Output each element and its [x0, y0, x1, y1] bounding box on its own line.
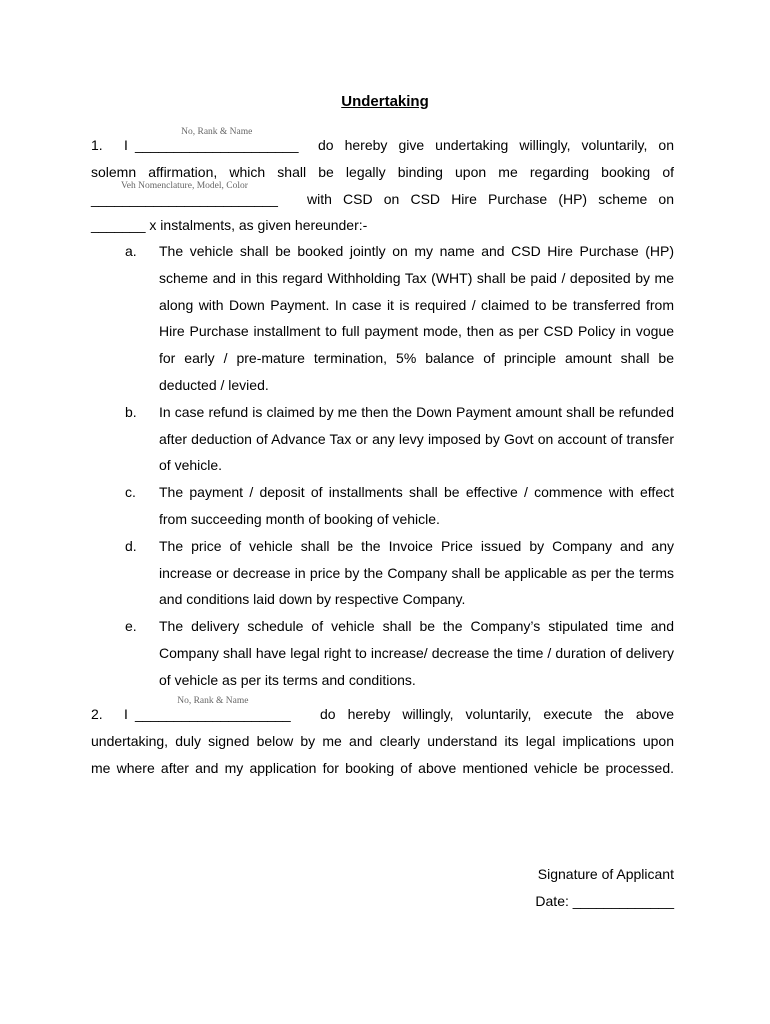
para2-pronoun: I — [124, 706, 128, 722]
item-text: In case refund is claimed by me then the Down Payment amount shall be refunded after deduction of Advance Tax or any levy imposed by Govt on account of transfer of vehicle. — [159, 403, 674, 474]
name-hint: No, Rank & Name — [181, 127, 253, 137]
para1-text-b: with CSD on CSD Hire Purchase (HP) scheme on — [307, 190, 674, 207]
vehicle-blank[interactable] — [91, 180, 278, 213]
para2-line3: me where after and my application for booking of above mentioned vehicle be processed. — [91, 759, 674, 776]
para1-pronoun: I — [124, 137, 128, 153]
vehicle-blank-line: ________________________ — [91, 190, 278, 207]
document-title: Undertaking — [341, 93, 429, 110]
para2-text-a: do hereby willingly, voluntarily, execute the above — [320, 706, 674, 722]
item-label: a. — [125, 243, 137, 259]
name-blank[interactable] — [135, 127, 299, 159]
para1-line2: solemn affirmation, which shall be legally binding upon me regarding booking of — [91, 163, 674, 180]
para1-text-c: x instalments, as given hereunder:- — [149, 217, 368, 234]
undertaking-items — [125, 238, 674, 694]
list-item — [125, 238, 674, 399]
item-text: The payment / deposit of installments shall be effective / commence with effect from succeeding month of booking of vehicle. — [159, 484, 674, 527]
signature-block — [535, 861, 674, 915]
para1-line4 — [91, 212, 674, 239]
list-item — [125, 533, 674, 613]
paragraph-2 — [91, 696, 674, 781]
para1-text-a: do hereby give undertaking willingly, voluntarily, on — [318, 137, 674, 153]
item-text: The delivery schedule of vehicle shall be the Company’s stipulated time and Company shall have legal right to increase/ decrease the time / duration of delivery of vehicle as per its terms and conditions. — [159, 618, 674, 688]
item-text: The vehicle shall be booked jointly on my name and CSD Hire Purchase (HP) scheme and in this regard Withholding Tax (WHT) shall be paid / deposited by me along with Down Payment. In case it is required / claimed to be transferred from Hire Purchase installment to full payment mode, then as per CSD Policy in vogue for early / pre-mature termination, 5% balance of principle amount shall be deducted / levied. — [159, 243, 674, 393]
item-text: The price of vehicle shall be the Invoice Price issued by Company and any increase or decrease in price by the Company shall be applicable as per the terms and conditions laid down by respective Company. — [159, 537, 674, 608]
date-blank[interactable]: _____________ — [572, 892, 674, 909]
vehicle-hint: Veh Nomenclature, Model, Color — [120, 180, 248, 191]
item-label: b. — [125, 403, 137, 420]
name-hint-2: No, Rank & Name — [177, 696, 249, 706]
name-blank-line-2: ____________________ — [135, 706, 291, 722]
instalments-blank[interactable]: _______ — [91, 217, 146, 234]
item-label: c. — [125, 484, 136, 501]
para1-number: 1. — [91, 137, 103, 153]
list-item — [125, 613, 674, 693]
para2-number: 2. — [91, 706, 103, 722]
para2-line2: undertaking, duly signed below by me and clearly understand its legal implications upon — [91, 732, 674, 749]
para2-line1 — [91, 696, 674, 728]
date-label: Date: — [535, 892, 569, 909]
name-blank-line: _____________________ — [135, 137, 299, 153]
name-blank-2[interactable] — [135, 696, 291, 728]
para1-line3 — [91, 180, 674, 213]
item-label: d. — [125, 537, 137, 554]
date-line — [535, 888, 674, 915]
item-label: e. — [125, 618, 137, 635]
paragraph-1 — [91, 127, 674, 239]
list-item — [125, 479, 674, 533]
list-item — [125, 399, 674, 479]
para1-line1 — [91, 127, 674, 159]
signature-label: Signature of Applicant — [537, 866, 674, 882]
